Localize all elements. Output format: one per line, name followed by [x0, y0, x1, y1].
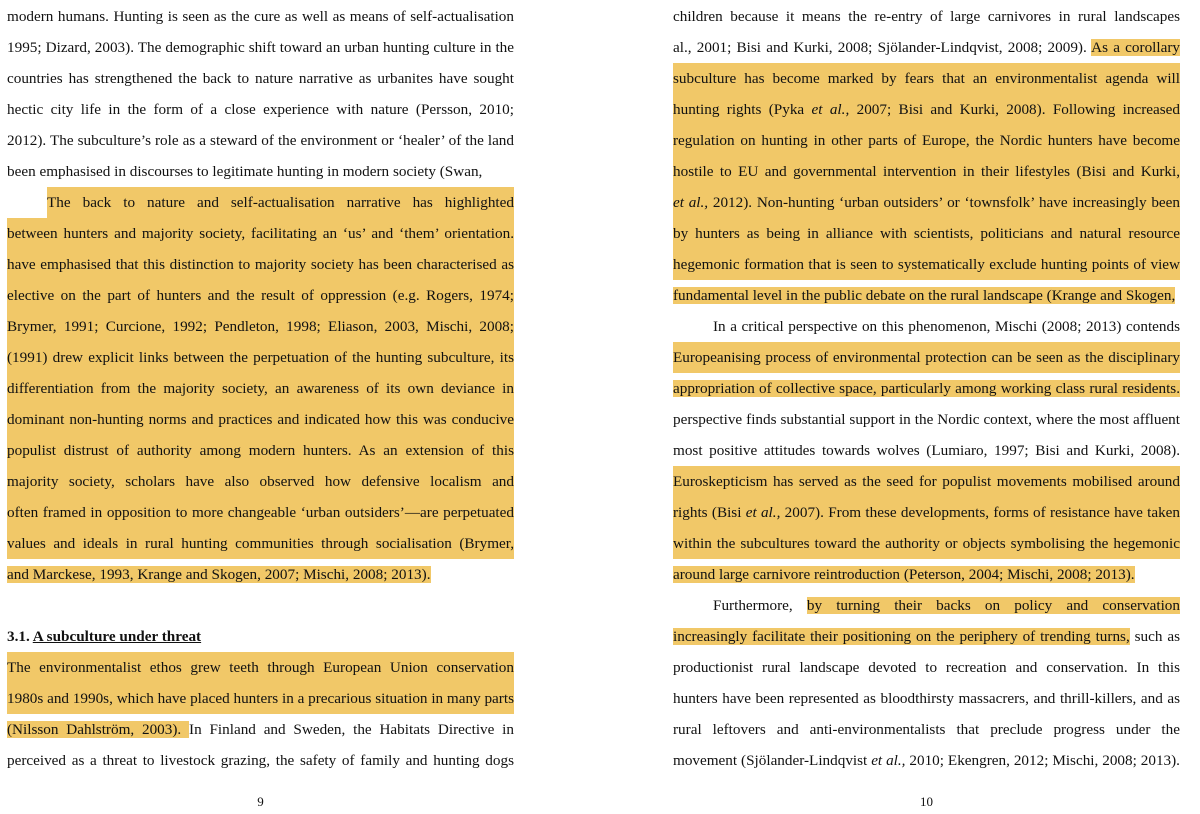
highlighted-text: increasingly facilitate their positioning on the periphery of trending turns, — [673, 628, 1130, 645]
highlighted-text: (1991) drew explicit links between the perpetuation of the hunting subculture, its — [7, 349, 514, 366]
text-line — [7, 63, 514, 94]
body-text: rural leftovers and anti-environmentalists that preclude progress under the — [673, 721, 1180, 738]
text-line — [673, 342, 1180, 373]
body-text: productionist rural landscape devoted to recreation and conservation. In this — [673, 659, 1180, 676]
text-line — [7, 218, 514, 249]
body-text: countries has strengthened the back to nature narrative as urbanites have sought — [7, 70, 514, 87]
text-line — [7, 497, 514, 528]
text-line — [7, 652, 514, 683]
text-line — [673, 590, 1180, 621]
highlighted-text: Euroskepticism has served as the seed for populist movements mobilised around — [673, 473, 1180, 497]
highlighted-text: hegemonic formation that is seen to systematically exclude hunting points of view — [673, 256, 1180, 280]
text-line — [673, 156, 1180, 187]
highlighted-text: elective on the part of hunters and the result of oppression (e.g. Rogers, 1974; — [7, 287, 514, 311]
text-line — [673, 621, 1180, 652]
body-text: Furthermore, — [713, 597, 807, 614]
text-line — [7, 125, 514, 156]
page-number: 10 — [920, 794, 933, 809]
text-line — [673, 745, 1180, 776]
page-body — [7, 1, 514, 776]
highlighted-text: between hunters and majority society, facilitating an ‘us’ and ‘them’ orientation. — [7, 225, 514, 249]
text-line — [673, 94, 1180, 125]
highlighted-text: Brymer, 1991; Curcione, 1992; Pendleton, 1998; Eliason, 2003, Mischi, 2008; — [7, 318, 514, 342]
body-text: children because it means the re-entry of large carnivores in rural landscapes — [673, 8, 1180, 25]
page-number: 9 — [257, 794, 264, 809]
highlighted-text: (Nilsson Dahlström, 2003). — [7, 721, 190, 738]
text-line — [7, 1, 514, 32]
text-line — [7, 714, 514, 745]
text-line — [673, 466, 1180, 497]
text-line — [673, 63, 1180, 94]
highlighted-text: have emphasised that this distinction to majority society has been characterised as — [7, 256, 514, 280]
body-text: hunters have been represented as bloodthirsty massacrers, and thrill-killers, and as — [673, 690, 1180, 707]
body-text: 2012). The subculture’s role as a steward of the environment or ‘healer’ of the land — [7, 132, 514, 149]
highlighted-text: by hunters as being in alliance with scientists, politicians and natural resource — [673, 225, 1180, 249]
text-line — [7, 528, 514, 559]
text-line — [7, 683, 514, 714]
highlighted-text: majority society, scholars have also observed how defensive localism and — [7, 473, 514, 497]
highlighted-text: differentiation from the majority society, an awareness of its own deviance in — [7, 380, 514, 404]
highlighted-text: appropriation of collective space, particularly among working class rural residents. — [673, 380, 1180, 397]
blank-line — [7, 590, 514, 621]
text-line — [673, 32, 1180, 63]
highlighted-text: by turning their backs on policy and conservation — [713, 597, 1180, 621]
highlighted-text: rights (Bisi et al., 2007). From these developments, forms of resistance have taken — [673, 504, 1180, 528]
highlighted-text: hunting rights (Pyka et al., 2007; Bisi and Kurki, 2008). Following increased — [673, 101, 1180, 125]
text-line — [7, 280, 514, 311]
body-text: perceived as a threat to livestock grazing, the safety of family and hunting dogs — [7, 752, 514, 769]
section-heading — [7, 621, 514, 652]
highlighted-text: The environmentalist ethos grew teeth through European Union conservation — [7, 659, 514, 683]
body-text: modern humans. Hunting is seen as the cure as well as means of self-actualisation — [7, 8, 514, 25]
text-line — [7, 94, 514, 125]
highlighted-text: fundamental level in the public debate on the rural landscape (Krange and Skogen, — [673, 287, 1175, 311]
text-line — [7, 156, 514, 187]
text-line — [7, 435, 514, 466]
body-text: al., 2001; Bisi and Kurki, 2008; Sjölander-Lindqvist, 2008; 2009). — [673, 39, 1092, 56]
highlighted-text: hostile to EU and governmental intervention in their lifestyles (Bisi and Kurki, — [673, 163, 1180, 187]
page-right — [673, 0, 1180, 814]
text-line — [7, 745, 514, 776]
section-number: 3.1. — [7, 628, 33, 645]
body-text: perspective finds substantial support in the Nordic context, where the most affluent — [673, 411, 1180, 428]
highlighted-text: dominant non-hunting norms and practices and indicated how this was conducive — [7, 411, 514, 435]
highlighted-text: values and ideals in rural hunting communities through socialisation (Brymer, — [7, 535, 514, 559]
text-line — [7, 559, 514, 590]
text-line — [673, 187, 1180, 218]
highlighted-text: populist distrust of authority among modern hunters. As an extension of this — [7, 442, 514, 466]
text-line — [673, 683, 1180, 714]
body-text: most positive attitudes towards wolves (Lumiaro, 1997; Bisi and Kurki, 2008). — [673, 442, 1180, 459]
page-body — [673, 1, 1180, 776]
body-text: been emphasised in discourses to legitimate hunting in modern society (Swan, — [7, 163, 483, 180]
text-line — [673, 528, 1180, 559]
text-line — [7, 466, 514, 497]
text-line — [7, 32, 514, 63]
highlighted-text: The back to nature and self-actualisation narrative has highlighted — [47, 194, 514, 218]
highlighted-text: and Marckese, 1993, Krange and Skogen, 2007; Mischi, 2008; 2013). — [7, 566, 431, 583]
text-line — [673, 559, 1180, 590]
section-title: A subculture under threat — [32, 628, 202, 645]
text-line — [673, 373, 1180, 404]
body-text: In a critical perspective on this phenomenon, Mischi (2008; 2013) contends — [713, 318, 1180, 335]
highlighted-text: As a corollary — [673, 39, 1180, 63]
highlighted-text: 1980s and 1990s, which have placed hunters in a precarious situation in many parts — [7, 690, 514, 714]
text-line — [673, 249, 1180, 280]
highlighted-text: regulation on hunting in other parts of Europe, the Nordic hunters have become — [673, 132, 1180, 156]
text-line — [673, 435, 1180, 466]
highlighted-text: around large carnivore reintroduction (Peterson, 2004; Mischi, 2008; 2013). — [673, 566, 1135, 583]
text-line — [673, 218, 1180, 249]
text-line — [7, 311, 514, 342]
text-line — [673, 714, 1180, 745]
body-text: In Finland and Sweden, the Habitats Directive in — [189, 721, 514, 738]
highlighted-text: et al., 2012). Non-hunting ‘urban outsiders’ or ‘townsfolk’ have increasingly been — [673, 194, 1180, 218]
text-line — [7, 187, 514, 218]
body-text: hectic city life in the form of a close experience with nature (Persson, 2010; — [7, 101, 514, 118]
highlighted-text: within the subcultures toward the authority or objects symbolising the hegemonic — [673, 535, 1180, 559]
text-line — [673, 497, 1180, 528]
text-line — [7, 342, 514, 373]
body-text: 1995; Dizard, 2003). The demographic shift toward an urban hunting culture in the — [7, 39, 514, 56]
text-line — [673, 125, 1180, 156]
highlighted-text: often framed in opposition to more changeable ‘urban outsiders’—are perpetuated — [7, 504, 514, 528]
body-text: movement (Sjölander-Lindqvist et al., 2010; Ekengren, 2012; Mischi, 2008; 2013). — [673, 752, 1180, 769]
text-line — [7, 249, 514, 280]
text-line — [673, 280, 1180, 311]
text-line — [673, 1, 1180, 32]
text-line — [7, 373, 514, 404]
text-line — [673, 311, 1180, 342]
text-line — [7, 404, 514, 435]
text-line — [673, 404, 1180, 435]
page-left — [7, 0, 514, 814]
body-text: such as — [1134, 628, 1180, 645]
text-line — [673, 652, 1180, 683]
highlighted-text: subculture has become marked by fears that an environmentalist agenda will — [673, 70, 1180, 94]
highlighted-text: Europeanising process of environmental protection can be seen as the disciplinary — [673, 349, 1180, 366]
